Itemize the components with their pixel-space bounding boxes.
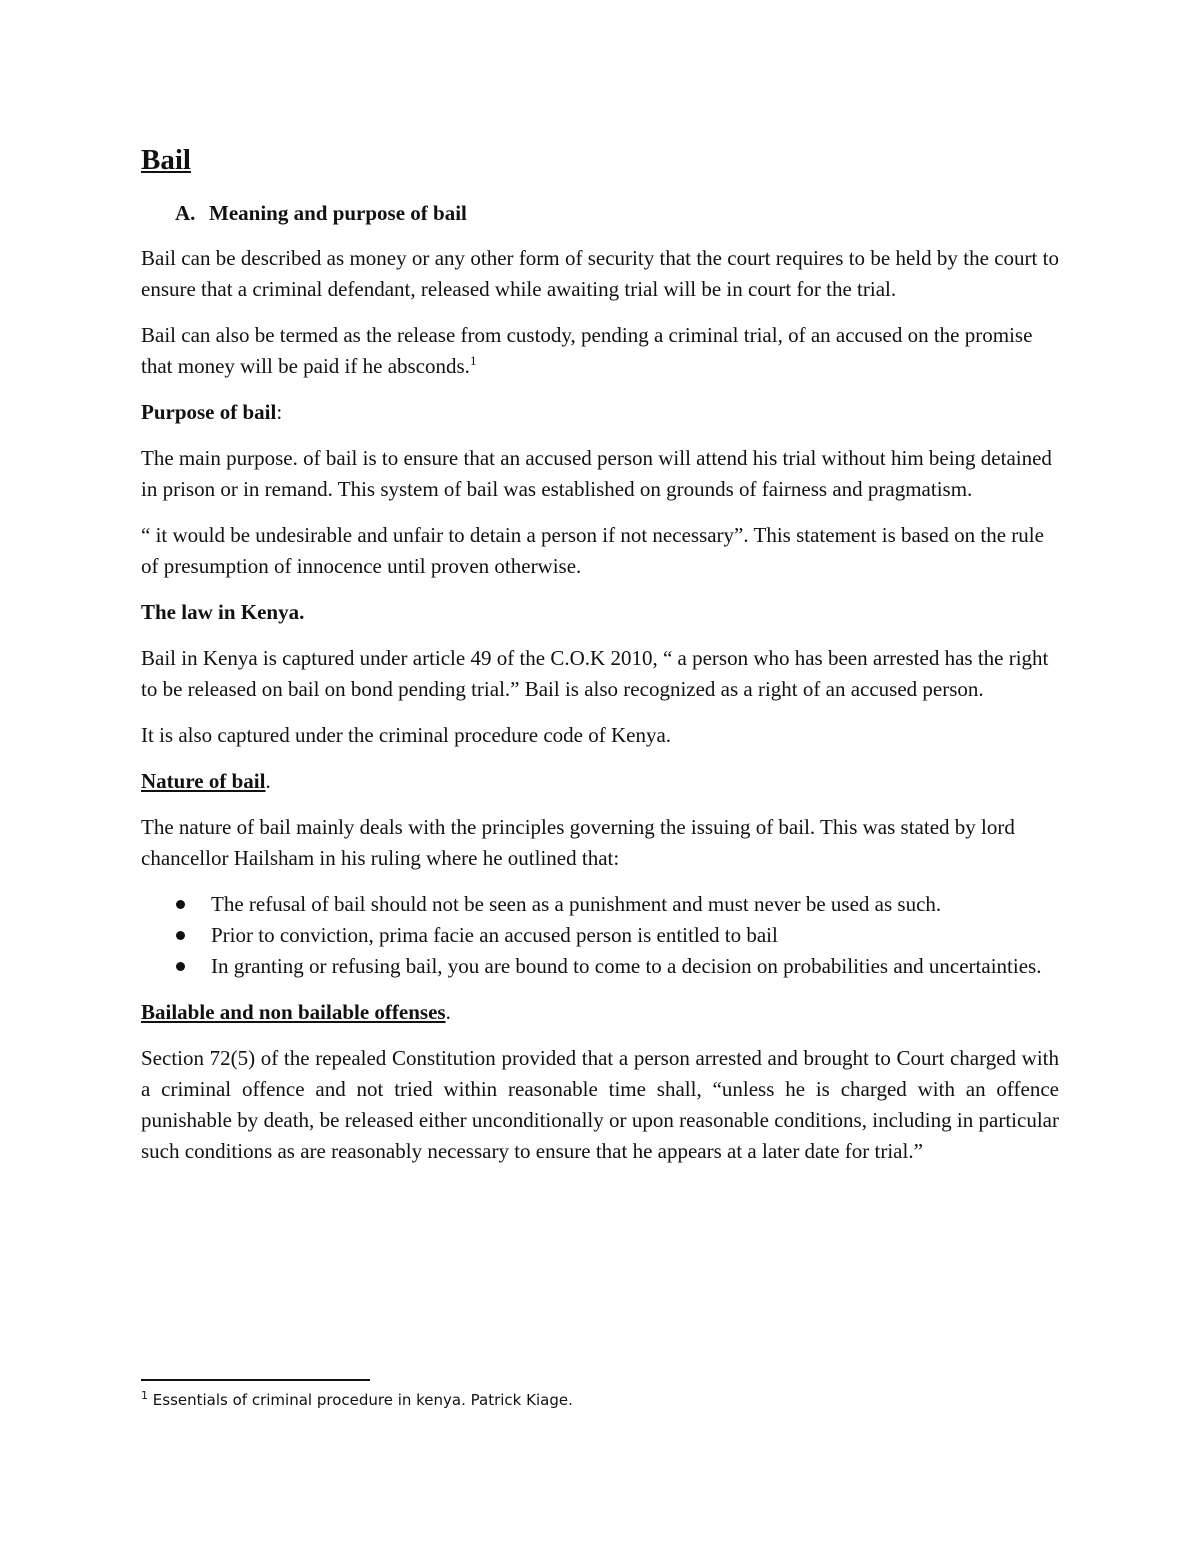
nature-paragraph: The nature of bail mainly deals with the principles governing the issuing of bail. This was stated by lord chancellor Hailsham in his ruling where he outlined that: xyxy=(141,815,1015,870)
nature-heading-suffix: . xyxy=(265,769,271,793)
bail-definition-paragraph: Bail can be described as money or any other form of security that the court requires to be held by the court to ensure that a criminal defendant, released while awaiting trial will be in court for the trial. xyxy=(141,246,1059,301)
nature-heading-text: Nature of bail xyxy=(141,769,266,793)
bailable-heading-text: Bailable and non bailable offenses xyxy=(141,1000,446,1024)
list-item-text: Prior to conviction, prima facie an accused person is entitled to bail xyxy=(211,923,778,947)
footnote-reference: 1 xyxy=(469,353,477,368)
quote-paragraph: “ it would be undesirable and unfair to detain a person if not necessary”. This statement is based on the rule of presumption of innocence until proven otherwise. xyxy=(141,523,1044,578)
principles-list xyxy=(141,889,1059,982)
section-a-heading-text: Meaning and purpose of bail xyxy=(209,201,467,225)
purpose-heading-suffix: : xyxy=(276,400,283,424)
footnote xyxy=(141,1390,573,1410)
bailable-heading-suffix: . xyxy=(445,1000,451,1024)
purpose-heading-text: Purpose of bail xyxy=(141,400,277,424)
document-page xyxy=(141,140,1059,1182)
bail-release-paragraph xyxy=(141,320,1059,382)
footnote-text: Essentials of criminal procedure in kenya. Patrick Kiage. xyxy=(152,1391,573,1409)
bullet-icon xyxy=(176,962,185,971)
list-item xyxy=(141,889,1059,920)
bailable-heading xyxy=(141,997,1059,1028)
section-a-heading xyxy=(141,198,1059,229)
criminal-procedure-paragraph: It is also captured under the criminal procedure code of Kenya. xyxy=(141,723,672,747)
section-72-paragraph: Section 72(5) of the repealed Constitution provided that a person arrested and brought to Court charged with a criminal offence and not tried within reasonable time shall, “unless he is charged with an offence punishable by death, be released either unconditionally or upon reasonable conditions, including in particular such conditions as are reasonably necessary to ensure that he appears at a later date for trial.” xyxy=(141,1046,1059,1163)
list-item xyxy=(141,920,1059,951)
footnote-number: 1 xyxy=(141,1389,148,1402)
section-a-marker: A. xyxy=(175,201,196,225)
page-title: Bail xyxy=(141,144,191,176)
nature-heading xyxy=(141,766,1059,797)
footnote-divider xyxy=(141,1379,370,1381)
list-item-text: In granting or refusing bail, you are bound to come to a decision on probabilities and uncertainties. xyxy=(211,954,1042,978)
bullet-icon xyxy=(176,931,185,940)
purpose-heading xyxy=(141,397,1059,428)
list-item xyxy=(141,951,1059,982)
law-kenya-heading: The law in Kenya. xyxy=(141,600,305,624)
bullet-icon xyxy=(176,900,185,909)
list-item-text: The refusal of bail should not be seen as a punishment and must never be used as such. xyxy=(211,892,942,916)
law-kenya-paragraph: Bail in Kenya is captured under article 49 of the C.O.K 2010, “ a person who has been arrested has the right to be released on bail on bond pending trial.” Bail is also recognized as a right of an accused person. xyxy=(141,646,1049,701)
bail-release-text: Bail can also be termed as the release from custody, pending a criminal trial, of an accused on the promise that money will be paid if he absconds. xyxy=(141,323,1033,378)
purpose-paragraph: The main purpose. of bail is to ensure that an accused person will attend his trial without him being detained in prison or in remand. This system of bail was established on grounds of fairness and pragmatism. xyxy=(141,446,1052,501)
